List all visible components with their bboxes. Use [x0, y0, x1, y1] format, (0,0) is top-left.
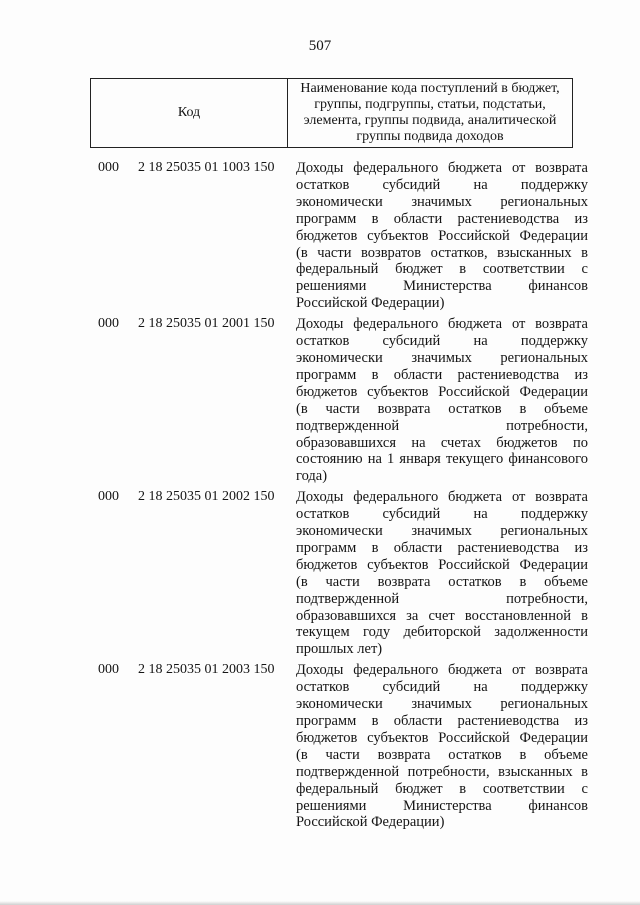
entry-description-line: федеральный бюджет в соответствии с	[296, 261, 588, 278]
entry-description-line: Доходы федерального бюджета от возврата	[296, 662, 588, 679]
entry-description-line: экономически значимых региональных	[296, 193, 588, 210]
entry-description-line: бюджетов субъектов Российской Федерации	[296, 556, 588, 573]
list-item	[98, 160, 590, 312]
entry-description-line: образовавшихся за счет восстановленной в	[296, 607, 588, 624]
entry-admin-code: 000	[98, 662, 119, 678]
scan-edge	[0, 901, 640, 905]
entry-description-line: экономически значимых региональных	[296, 349, 588, 366]
entry-code: 2 18 25035 01 2003 150	[138, 662, 275, 678]
entry-description-line: бюджетов субъектов Российской Федерации	[296, 729, 588, 746]
name-column-header: Наименование кода поступлений в бюджет, группы, подгруппы, статьи, подстатьи, элемента, группы подвида, аналитической группы подвида доходов	[300, 81, 560, 144]
entry-description-line: бюджетов субъектов Российской Федерации	[296, 227, 588, 244]
list-item	[98, 316, 590, 485]
entry-description-line: (в части возврата остатков в объеме	[296, 746, 588, 763]
entry-description-line: программ в области растениеводства из	[296, 713, 588, 729]
entry-description-line: образовавшихся на счетах бюджетов по	[296, 434, 588, 451]
entry-description-line: года)	[296, 468, 328, 485]
table-header	[90, 78, 573, 148]
entry-description	[296, 662, 588, 831]
entry-description-line: Российской Федерации)	[296, 814, 445, 831]
entry-description-line: остатков субсидий на поддержку	[296, 679, 588, 696]
entry-description-line: программ в области растениеводства из	[296, 539, 588, 556]
entry-description	[296, 489, 588, 658]
entry-description-line: программ в области растениеводства из	[296, 366, 588, 383]
entry-admin-code: 000	[98, 160, 119, 175]
entry-description-line: подтвержденной потребности,	[296, 417, 588, 434]
entry-description-line: бюджетов субъектов Российской Федерации	[296, 383, 588, 400]
entry-description-line: подтвержденной потребности, взысканных в	[296, 763, 588, 780]
entry-description-line: решениями Министерства финансов	[296, 797, 588, 814]
entry-code: 2 18 25035 01 1003 150	[138, 160, 275, 175]
entry-description-line: экономически значимых региональных	[296, 523, 588, 540]
entry-code: 2 18 25035 01 2001 150	[138, 316, 275, 332]
entry-description-line: подтвержденной потребности,	[296, 590, 588, 607]
entry-description-line: Доходы федерального бюджета от возврата	[296, 160, 588, 176]
entry-description-line: остатков субсидий на поддержку	[296, 506, 588, 523]
entry-description-line: состоянию на 1 января текущего финансового	[296, 451, 588, 468]
entry-description-line: остатков субсидий на поддержку	[296, 176, 588, 193]
entry-description	[296, 316, 588, 485]
entry-description	[296, 160, 588, 312]
entry-code: 2 18 25035 01 2002 150	[138, 489, 275, 505]
entry-description-line: федеральный бюджет в соответствии с	[296, 780, 588, 797]
entry-description-line: (в части возврата остатков в объеме	[296, 400, 588, 417]
page-number: 507	[308, 38, 332, 54]
entry-admin-code: 000	[98, 316, 119, 332]
entry-description-line: Доходы федерального бюджета от возврата	[296, 489, 588, 506]
entry-admin-code: 000	[98, 489, 119, 505]
entry-description-line: программ в области растениеводства из	[296, 210, 588, 227]
code-column-header: Код	[91, 79, 288, 147]
entry-description-line: (в части возвратов остатков, взысканных в	[296, 244, 588, 261]
entries-list	[98, 160, 590, 835]
entry-description-line: текущем году дебиторской задолженности	[296, 624, 588, 641]
entry-description-line: остатков субсидий на поддержку	[296, 333, 588, 350]
entry-description-line: Доходы федерального бюджета от возврата	[296, 316, 588, 333]
entry-description-line: Российской Федерации)	[296, 295, 445, 312]
list-item	[98, 662, 590, 831]
entry-description-line: прошлых лет)	[296, 641, 383, 658]
list-item	[98, 489, 590, 658]
entry-description-line: решениями Министерства финансов	[296, 278, 588, 295]
entry-description-line: экономически значимых региональных	[296, 696, 588, 713]
entry-description-line: (в части возврата остатков в объеме	[296, 573, 588, 590]
